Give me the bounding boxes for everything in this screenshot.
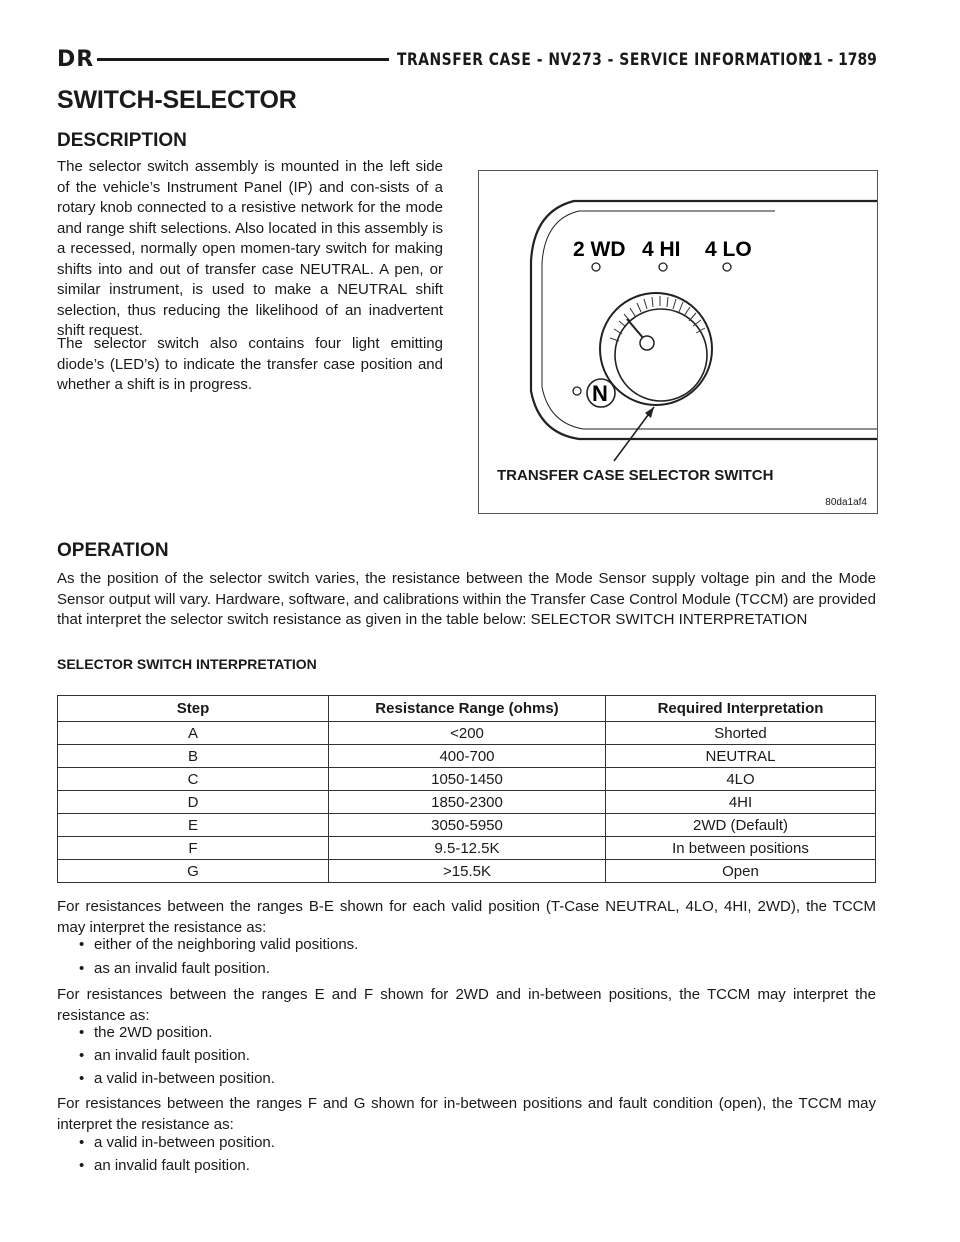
list-item: • an invalid fault position. <box>79 1047 250 1064</box>
figure-id: 80da1af4 <box>825 497 867 508</box>
cell-resistance: 1850-2300 <box>329 791 606 814</box>
header-section-code: DR <box>57 47 95 72</box>
label-2wd: 2 WD <box>573 238 626 261</box>
list-item: • the 2WD position. <box>79 1024 213 1041</box>
table-row <box>58 768 876 791</box>
bullet-icon: • <box>79 1157 85 1174</box>
cell-step: E <box>58 814 329 837</box>
table-row <box>58 837 876 860</box>
figure-caption: TRANSFER CASE SELECTOR SWITCH <box>497 467 774 484</box>
cell-step: A <box>58 722 329 745</box>
table-header-row <box>58 696 876 722</box>
header-page-number: 21 - 1789 <box>803 50 877 70</box>
cell-interpretation: 4LO <box>606 768 876 791</box>
cell-resistance: <200 <box>329 722 606 745</box>
table-title: SELECTOR SWITCH INTERPRETATION <box>57 656 317 672</box>
selector-switch-table <box>57 695 876 883</box>
page-header <box>57 48 877 72</box>
operation-paragraph-3: For resistances between the ranges E and F shown for 2WD and in-between positions, the TCCM may interpret the resistance as: <box>57 986 876 1024</box>
list-item: • as an invalid fault position. <box>79 960 270 977</box>
rotary-knob-icon <box>600 293 712 405</box>
cell-step: B <box>58 745 329 768</box>
cell-step: F <box>58 837 329 860</box>
description-heading: DESCRIPTION <box>57 130 187 151</box>
list-item: • a valid in-between position. <box>79 1070 275 1087</box>
cell-step: D <box>58 791 329 814</box>
operation-paragraph-1: As the position of the selector switch varies, the resistance between the Mode Sensor supply voltage pin and the Mode Sensor output will vary. Hardware, software, and calibrations within the Transfer Case Control Module (TCCM) are provided that interpret the selector switch resistance as given in the table below: SELECTOR SWITCH INTERPRETATION <box>57 570 876 628</box>
label-neutral: N <box>592 381 608 406</box>
selector-switch-figure <box>478 170 878 514</box>
bullet-icon: • <box>79 936 85 953</box>
operation-paragraph-2: For resistances between the ranges B-E shown for each valid position (T-Case NEUTRAL, 4LO, 4HI, 2WD), the TCCM may interpret the resistance as: <box>57 898 876 936</box>
led-4lo-icon <box>723 263 731 271</box>
cell-interpretation: NEUTRAL <box>606 745 876 768</box>
cell-resistance: >15.5K <box>329 860 606 883</box>
table-row <box>58 814 876 837</box>
table-row <box>58 791 876 814</box>
operation-heading: OPERATION <box>57 540 169 561</box>
cell-step: C <box>58 768 329 791</box>
bullet-icon: • <box>79 1134 85 1151</box>
table-row <box>58 745 876 768</box>
header-title: TRANSFER CASE - NV273 - SERVICE INFORMATION <box>397 50 811 70</box>
operation-paragraph-4: For resistances between the ranges F and G shown for in-between positions and fault condition (open), the TCCM may interpret the resistance as: <box>57 1095 876 1133</box>
description-paragraph-1: The selector switch assembly is mounted in the left side of the vehicle’s Instrument Panel (IP) and con-sists of a rotary knob connected to a resistive network for the mode and range shift selections. Also located in this assembly is a recessed, normally open momen-tary switch for making shifts into and out of transfer case NEUTRAL. A pen, or similar instrument, is used to make a NEUTRAL shift selection, thus reducing the likelihood of an inadvertent shift request. <box>57 158 443 339</box>
page-title: SWITCH-SELECTOR <box>57 86 297 114</box>
table-row <box>58 860 876 883</box>
cell-interpretation: Open <box>606 860 876 883</box>
bullet-icon: • <box>79 1047 85 1064</box>
header-rule <box>97 58 389 61</box>
column-header-interpretation: Required Interpretation <box>606 696 876 722</box>
cell-interpretation: 2WD (Default) <box>606 814 876 837</box>
led-neutral-icon <box>573 387 581 395</box>
cell-resistance: 400-700 <box>329 745 606 768</box>
list-item: • a valid in-between position. <box>79 1134 275 1151</box>
selector-switch-illustration <box>479 171 877 513</box>
cell-interpretation: In between positions <box>606 837 876 860</box>
cell-resistance: 1050-1450 <box>329 768 606 791</box>
column-header-step: Step <box>58 696 329 722</box>
led-4hi-icon <box>659 263 667 271</box>
column-header-resistance: Resistance Range (ohms) <box>329 696 606 722</box>
cell-resistance: 3050-5950 <box>329 814 606 837</box>
cell-interpretation: 4HI <box>606 791 876 814</box>
description-paragraph-2: The selector switch also contains four light emitting diode’s (LED’s) to indicate the transfer case position and whether a shift is in progress. <box>57 335 443 393</box>
led-2wd-icon <box>592 263 600 271</box>
bullet-icon: • <box>79 960 85 977</box>
label-4lo: 4 LO <box>705 238 752 261</box>
cell-resistance: 9.5-12.5K <box>329 837 606 860</box>
label-4hi: 4 HI <box>642 238 681 261</box>
bullet-icon: • <box>79 1024 85 1041</box>
cell-interpretation: Shorted <box>606 722 876 745</box>
list-item: • either of the neighboring valid positions. <box>79 936 359 953</box>
cell-step: G <box>58 860 329 883</box>
table-row <box>58 722 876 745</box>
bullet-icon: • <box>79 1070 85 1087</box>
list-item: • an invalid fault position. <box>79 1157 250 1174</box>
